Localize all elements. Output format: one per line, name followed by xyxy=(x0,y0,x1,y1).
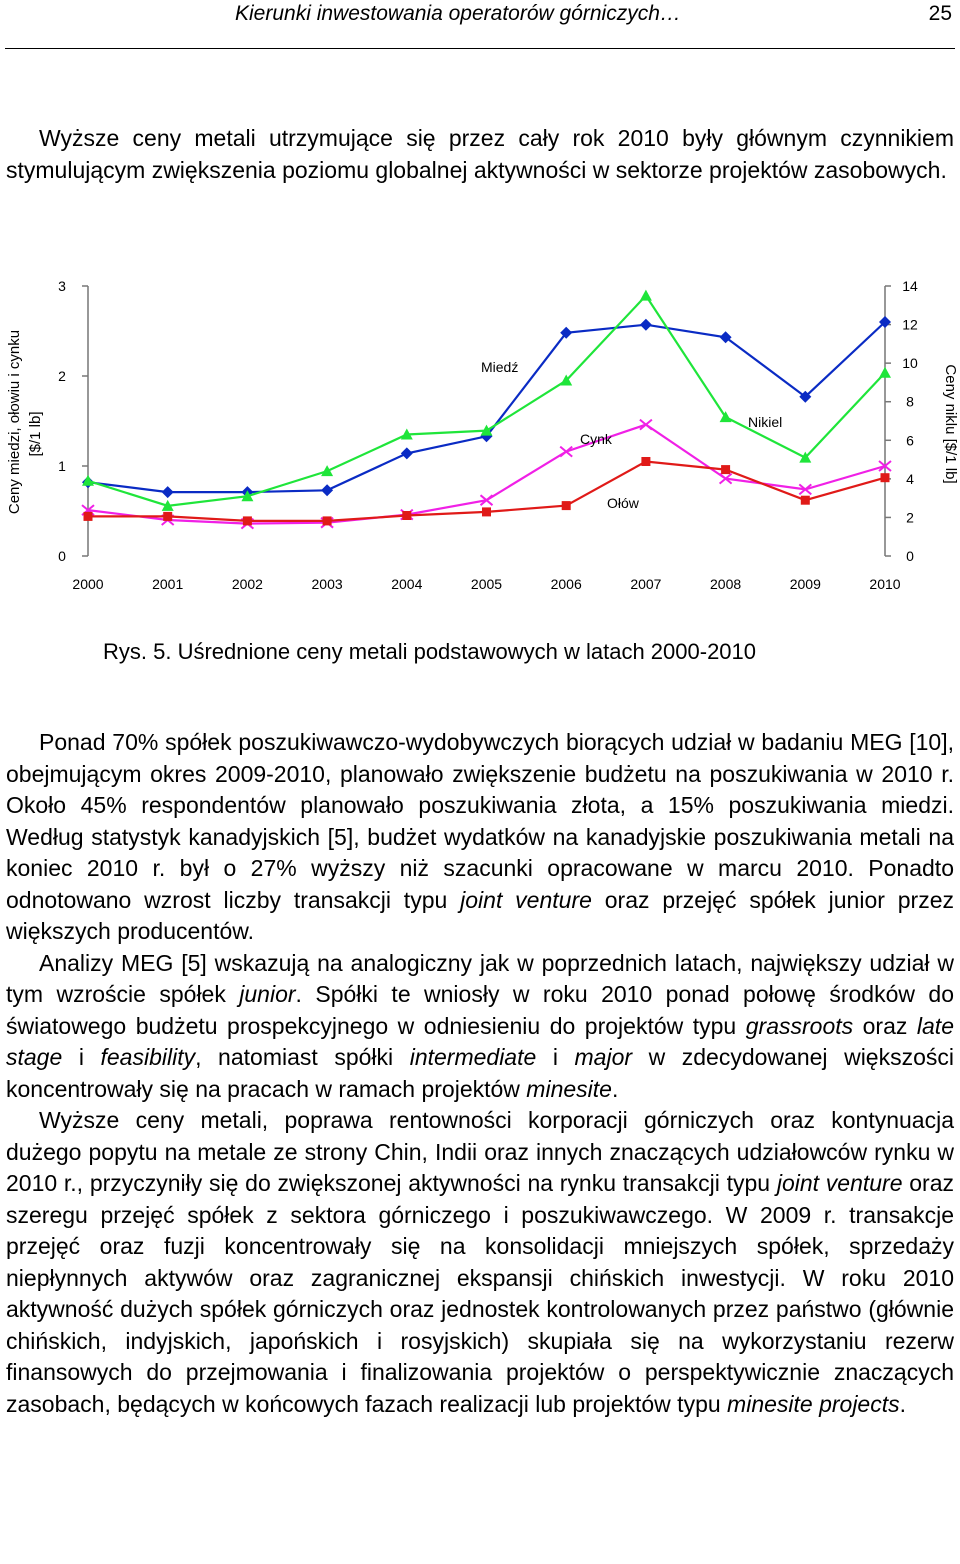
italic-term: major xyxy=(574,1044,633,1070)
data-point-square xyxy=(482,507,491,516)
text-run: i xyxy=(536,1044,575,1070)
text-run: Analizy MEG [5] wskazują na analogiczny jak w poprzednich latach, największy udział w tym wzroście spółek xyxy=(6,949,954,1007)
chart-series xyxy=(82,290,891,529)
series-line-2 xyxy=(88,296,885,506)
left-tick-label: 0 xyxy=(58,548,66,564)
text-run: Ponad 70% spółek poszukiwawczo-wydobywczych biorących udział w badaniu MEG [10], obejmującym okres 2009-2010, planowało zwiększenie budżetu na poszukiwania w 2010 r. Około 45% respondentów planowało poszukiwania złota, a 15% poszukiwania miedzi. Według statystyk kanadyjskich [5], budżet wydatków na kanadyjskie poszukiwania metali na koniec 2010 r. był o 27% wyższy niż szacunki opracowane w marcu 2010. Ponadto odnotowano wzrost liczby transakcji typu xyxy=(6,729,954,913)
text-run: Wyższe ceny metali, poprawa rentowności korporacji górniczych oraz kontynuacja dużego popytu na metale ze strony Chin, Indii oraz innych znaczących udziałowców rynku w 2010 r., przyczyniły się do zwiększonej aktywności na rynku transakcji typu xyxy=(6,1107,954,1196)
left-tick-label: 3 xyxy=(58,278,66,294)
data-point-square xyxy=(323,516,332,525)
series-line-1 xyxy=(88,322,885,492)
data-point-square xyxy=(402,511,411,520)
italic-term: feasibility xyxy=(100,1044,196,1070)
italic-term: intermediate xyxy=(409,1044,537,1070)
text-run: oraz szeregu przejęć spółek z sektora górniczego i poszukiwawczego. W 2009 r. transakcje przejęć oraz fuzji koncentrowały się na konsolidacji mniejszych spółek, sprzedaży niepłynnych aktywów oraz zagranicznej ekspansji chińskich inwestycji. W roku 2010 aktywność dużych spółek górniczych oraz jednostek kontrolowanych przez państwo (głównie chińskich, indyjskich, japońskich i rosyjskich) skupiała się na wykorzystaniu rezerw finansowych do przejmowania i finalizowania projektów o perspektywicznie znaczących zasobach, będących w końcowych fazach realizacji lub projektów typu xyxy=(6,1170,954,1417)
running-title: Kierunki inwestowania operatorów górniczych… xyxy=(235,2,681,25)
left-axis-label-line2: [$/1 lb] xyxy=(27,411,44,457)
body-text xyxy=(6,727,954,1420)
data-point-square xyxy=(641,457,650,466)
text-run: oraz przejęć spółek junior przez większych producentów. xyxy=(6,886,954,944)
data-point-square xyxy=(163,512,172,521)
data-point-square xyxy=(721,465,730,474)
data-point-triangle xyxy=(879,367,891,378)
data-point-square xyxy=(562,501,571,510)
text-run: . xyxy=(611,1075,619,1102)
data-point-square xyxy=(84,512,93,521)
x-tick-label: 2006 xyxy=(550,576,582,592)
italic-term: joint venture xyxy=(776,1170,903,1196)
x-tick-label: 2010 xyxy=(869,576,901,592)
data-point-triangle xyxy=(720,411,732,422)
x-tick-label: 2000 xyxy=(72,576,104,592)
metal-prices-chart xyxy=(0,272,960,602)
x-tick-label: 2005 xyxy=(470,576,503,592)
data-point-diamond xyxy=(321,484,333,496)
body-paragraph xyxy=(6,948,954,1106)
data-point-diamond xyxy=(640,319,652,331)
x-tick-label: 2009 xyxy=(789,576,821,592)
x-tick-label: 2008 xyxy=(710,576,742,592)
intro-text: Wyższe ceny metali utrzymujące się przez cały rok 2010 były głównym czynnikiem stymulującym zwiększenia poziomu globalnej aktywności w sektorze projektów zasobowych. xyxy=(6,125,954,183)
right-tick-label: 2 xyxy=(906,509,914,526)
x-tick-label: 2003 xyxy=(311,576,343,592)
data-point-x xyxy=(560,447,572,457)
italic-term: grassroots xyxy=(745,1012,854,1039)
italic-term: minesite xyxy=(526,1075,612,1102)
data-point-diamond xyxy=(401,447,413,459)
right-tick-label: 0 xyxy=(906,548,914,564)
data-point-x xyxy=(640,420,652,430)
right-axis-label: Ceny niklu [$/1 lb] xyxy=(942,364,959,484)
series-label: Ołów xyxy=(607,495,639,511)
text-run: . xyxy=(899,1390,907,1417)
chart-series-labels xyxy=(481,359,782,511)
data-point-triangle xyxy=(640,290,652,301)
right-tick-label: 12 xyxy=(902,316,918,333)
data-point-triangle xyxy=(82,475,94,486)
text-run: i xyxy=(62,1044,101,1070)
body-paragraph xyxy=(6,1105,954,1420)
data-point-square xyxy=(243,516,252,525)
italic-term: joint venture xyxy=(460,886,592,913)
text-run: , natomiast spółki xyxy=(195,1044,410,1070)
series-label: Miedź xyxy=(481,359,519,375)
x-tick-label: 2001 xyxy=(152,576,184,592)
page-number: 25 xyxy=(928,2,952,25)
x-tick-label: 2004 xyxy=(391,576,423,592)
right-tick-label: 10 xyxy=(902,355,918,372)
left-axis-label-line1: Ceny miedzi, ołowiu i cynku xyxy=(6,329,23,515)
series-label: Nikiel xyxy=(748,414,783,430)
right-tick-label: 14 xyxy=(902,278,918,294)
italic-term: late stage xyxy=(6,1012,954,1070)
text-run: w zdecydowanej większości koncentrowały się na pracach w ramach projektów xyxy=(6,1044,954,1102)
intro-paragraph xyxy=(6,123,954,186)
x-tick-label: 2007 xyxy=(630,576,662,592)
figure-caption: Rys. 5. Uśrednione ceny metali podstawowych w latach 2000-2010 xyxy=(103,639,757,664)
series-label: Cynk xyxy=(580,431,612,447)
right-tick-label: 4 xyxy=(906,470,914,487)
right-tick-label: 8 xyxy=(906,393,914,410)
italic-term: minesite projects xyxy=(727,1390,900,1417)
data-point-square xyxy=(801,496,810,505)
italic-term: junior xyxy=(239,981,296,1007)
text-run: oraz xyxy=(853,1012,917,1039)
left-tick-label: 2 xyxy=(58,368,66,384)
left-tick-label: 1 xyxy=(58,458,66,474)
data-point-diamond xyxy=(162,486,174,498)
x-tick-label: 2002 xyxy=(231,576,263,592)
right-tick-label: 6 xyxy=(906,432,914,449)
body-paragraph xyxy=(6,727,954,948)
header-divider xyxy=(5,48,955,49)
text-run: . Spółki te wniosły w roku 2010 ponad połowę środków do światowego budżetu prospekcyjnego w odniesieniu do projektów typu xyxy=(6,981,955,1039)
page-header xyxy=(0,0,960,50)
data-point-square xyxy=(881,473,890,482)
data-point-triangle xyxy=(321,465,333,476)
